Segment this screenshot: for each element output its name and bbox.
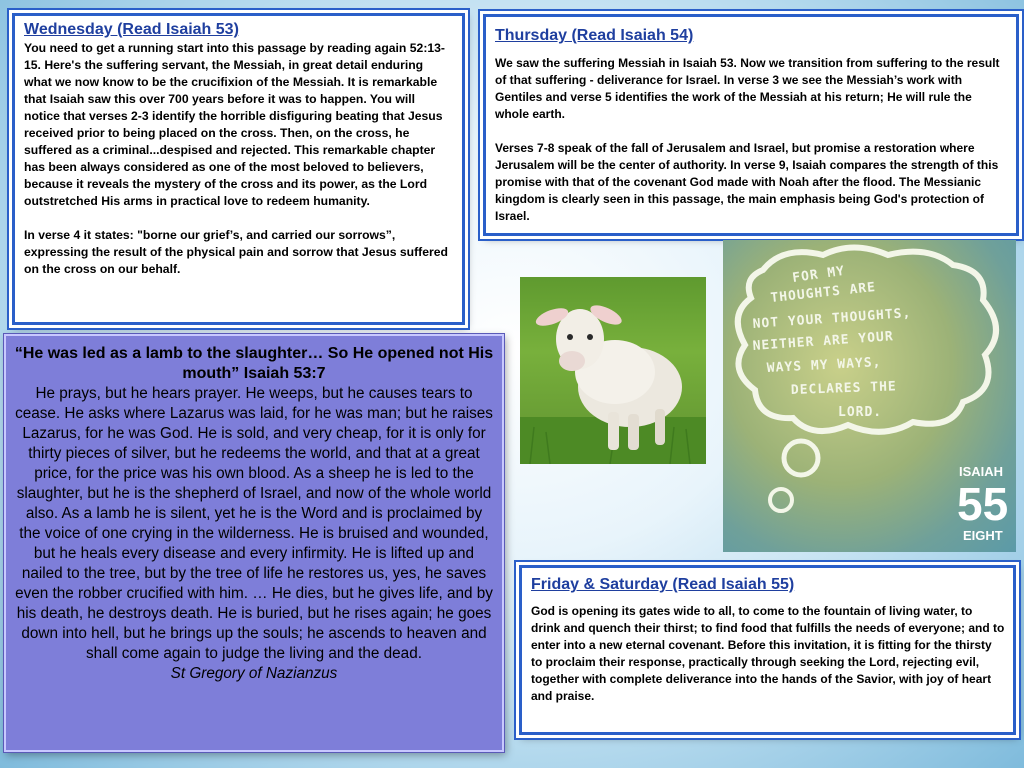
poster-line-5: WAYS MY WAYS, — [766, 355, 882, 376]
lamb-photo — [520, 277, 706, 464]
badge-eight: EIGHT — [963, 528, 1003, 543]
friday-paragraph-1: God is opening its gates wide to all, to come to the fountain of living water, to drink and quench their thirst; to find food that fulfills the needs of everyone; and to enter into a new eternal covenant. Before this invitation, it is fitting for the thirsty to proclaim their response, practically through seeking the Lord, rejecting evil, together with complete deliverance into the hands of the Savior, with joy of heart and praise. — [531, 604, 1005, 703]
thought-bubble-artwork — [723, 240, 1016, 552]
thursday-paragraph-2: Verses 7-8 speak of the fall of Jerusalem and Israel, but promise a restoration where Jerusalem will be the center of authority. In verse 9, Isaiah compares the strength of this promise with that of the covenant God made with Noah after the flood. The Messianic kingdom is clearly seen in this passage, the main emphasis being God's protection of Israel. — [495, 141, 999, 223]
friday-saturday-panel — [519, 565, 1016, 735]
tiny-bubble — [770, 489, 792, 511]
isaiah-55-poster — [723, 240, 1016, 552]
quote-attribution: St Gregory of Nazianzus — [170, 665, 338, 682]
paragraph-gap — [24, 210, 454, 227]
wednesday-paragraph-1: You need to get a running start into this passage by reading again 52:13-15. Here's the suffering servant, the Messiah, in great detail enduring what we now know to be the crucifixion of the Messiah. It is remarkable that Isaiah saw this over 700 years before it was to happen. You will notice that verses 2-3 identify the horrible disfiguring beating that Jesus received prior to being placed on the cross. Then, on the cross, he suffered as a criminal...despised and rejected. This remarkable chapter has been always considered as one of the most beloved to believers, because it reveals the mystery of the cross and its power, as the Lord outstretched His arms in practical love to redeem humanity. — [24, 41, 445, 208]
poster-line-7: LORD. — [838, 405, 883, 420]
poster-line-4: NEITHER ARE YOUR — [752, 329, 895, 354]
thursday-panel — [483, 14, 1019, 236]
lamb-illustration — [520, 277, 706, 464]
thursday-paragraph-1: We saw the suffering Messiah in Isaiah 53. Now we transition from suffering to the result of that suffering - deliverance for Israel. In verse 3 we see the Messiah’s work with Gentiles and verse 5 identifies the work of the Messiah at his return; He will rule the whole earth. — [495, 56, 1000, 121]
poster-line-2: THOUGHTS ARE — [769, 279, 877, 306]
poster-line-3: NOT YOUR THOUGHTS, — [752, 305, 912, 332]
quote-body: He prays, but he hears prayer. He weeps, but he causes tears to cease. He asks where Lazarus was laid, for he was man; but he raises Lazarus, for he was God. He is sold, and very cheap, for it is only for thirty pieces of silver, but he redeems the world, and that at a great price, for the price was his own blood. As a sheep he is led to the slaughter, but he is the shepherd of Israel, and now of the whole world also. As a lamb he is silent, yet he is the Word and is proclaimed by the voice of one crying in the wilderness. He is bruised and wounded, but he heals every disease and every infirmity. He is lifted up and nailed to the tree, but by the tree of life he restores us, yes, he saves even the robber crucified with him. … He dies, but he gives life, and by his death, he destroys death. He is buried, but he rises again; he goes down into hell, but he brings up the souls; he ascends to heaven and shall come again to judge the living and the dead. — [15, 385, 493, 662]
small-bubble — [784, 441, 818, 475]
friday-title: Friday & Saturday (Read Isaiah 55) — [531, 576, 795, 593]
thursday-title: Thursday (Read Isaiah 54) — [495, 27, 694, 44]
badge-isaiah: ISAIAH — [959, 464, 1004, 479]
wednesday-title: Wednesday (Read Isaiah 53) — [24, 21, 239, 38]
wednesday-paragraph-2: In verse 4 it states: "borne our grief’s, and carried our sorrows”, expressing the result of the physical pain and sorrow that Jesus suffered on the cross on our behalf. — [24, 228, 448, 276]
poster-line-6: DECLARES THE — [790, 379, 897, 398]
quote-panel — [4, 334, 504, 752]
poster-line-1: FOR MY — [791, 263, 847, 286]
quote-heading: “He was led as a lamb to the slaughter… So He opened not His mouth” Isaiah 53:7 — [14, 345, 494, 382]
paragraph-gap — [495, 123, 1007, 140]
badge-number: 55 — [957, 478, 1009, 530]
wednesday-panel — [12, 13, 465, 325]
